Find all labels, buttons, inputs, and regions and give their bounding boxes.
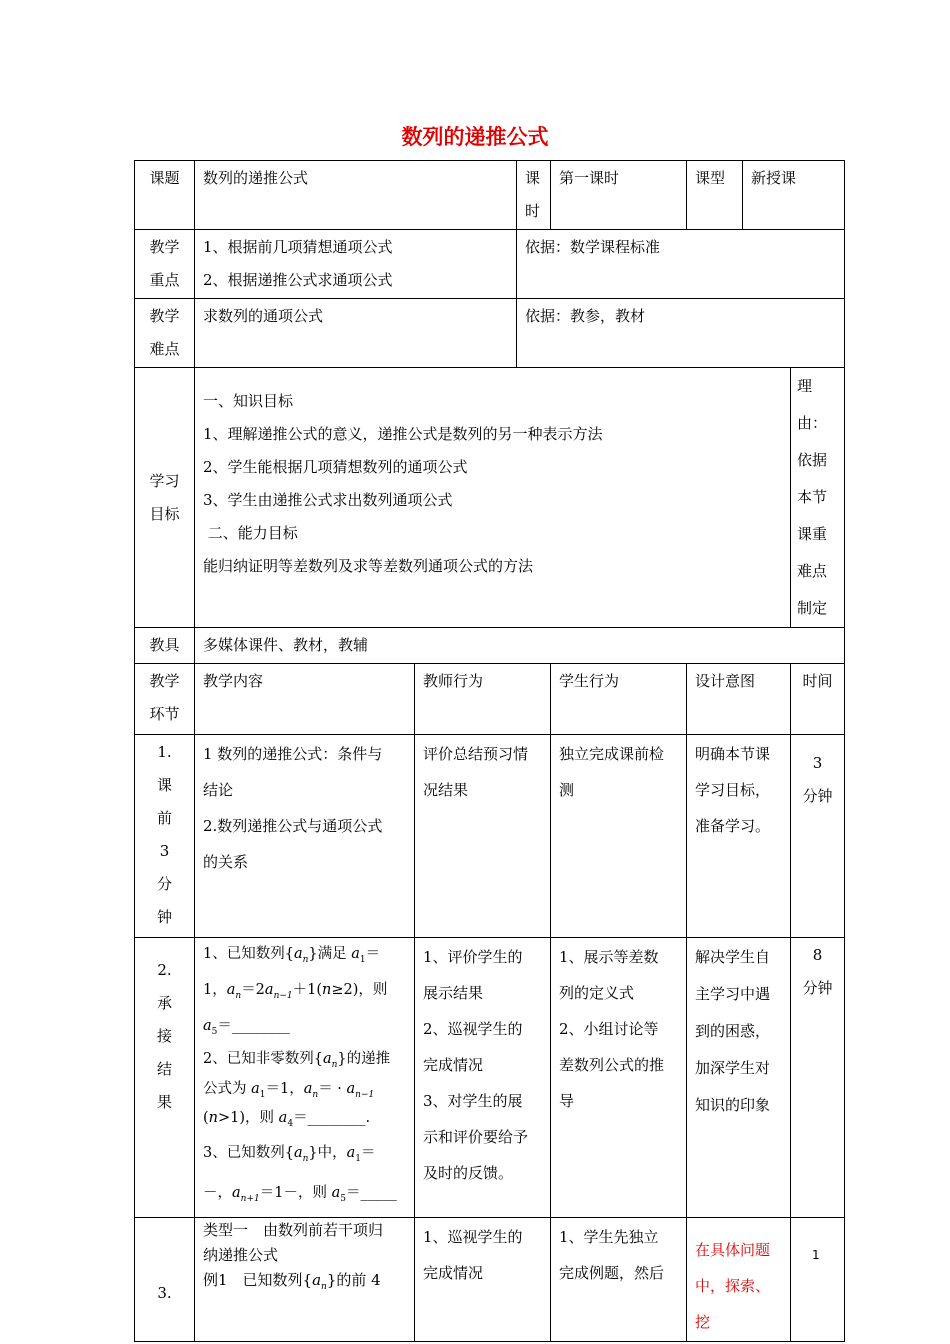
key-point-item: 2、根据递推公式求通项公式	[203, 271, 393, 289]
stage2-design-line: 解决学生自	[695, 948, 771, 966]
stage2-student	[551, 938, 687, 1218]
question-3: 3、已知数列$\{a_n\}$中，$a_1=$	[203, 1145, 376, 1165]
stage1-content	[195, 735, 415, 938]
stage3-teacher-line: 1、巡视学生的	[423, 1228, 523, 1247]
type-value: 新授课	[743, 161, 845, 230]
label-objectives-1: 学习	[149, 471, 180, 490]
stage1-student-line: 测	[559, 781, 575, 799]
stage2-design-line: 加深学生对	[695, 1059, 771, 1077]
label-difficult-points	[135, 299, 195, 368]
stage2-design	[687, 938, 791, 1218]
stage2-char: 接	[156, 1027, 172, 1045]
tools-content: 多媒体课件、教材，教辅	[195, 628, 845, 664]
label-period: 课时	[517, 161, 551, 230]
label-key-points	[135, 230, 195, 299]
stage1-char: 前	[156, 809, 172, 827]
stage2-teacher	[415, 938, 551, 1218]
reason-line: 课重难点	[797, 525, 828, 580]
header-content: 教学内容	[195, 664, 415, 735]
stage3-student-line: 完成例题，然后	[559, 1264, 665, 1283]
stage1-content-line: 1 数列的递推公式：条件与	[203, 745, 383, 763]
stage2-student-line: 差数列公式的推	[559, 1056, 665, 1074]
stage2-design-line: 知识的印象	[695, 1096, 771, 1114]
header-design: 设计意图	[687, 664, 791, 735]
objective-line: 1、理解递推公式的意义，递推公式是数列的另一种表示方法	[203, 425, 603, 443]
stage2-teacher-line: 2、巡视学生的	[423, 1020, 523, 1038]
stage3-student	[551, 1218, 687, 1342]
page-number: 1	[812, 1248, 820, 1262]
stage3-example: 例1 已知数列$\{a_n\}$的前 4	[203, 1271, 381, 1293]
stage3-teacher	[415, 1218, 551, 1342]
document-title: 数列的递推公式	[401, 125, 549, 149]
label-topic: 课题	[135, 161, 195, 230]
stage1-design-line: 学习目标，	[695, 781, 771, 799]
stage3-content-line: 类型一 由数列前若干项归	[203, 1221, 384, 1240]
stage2-student-line: 列的定义式	[559, 984, 635, 1002]
objective-line: 一、知识目标	[203, 392, 294, 410]
stage1-char: 课	[156, 776, 172, 794]
stage1-student-line: 独立完成课前检	[559, 745, 665, 763]
stage1-label	[135, 735, 195, 938]
label-key-points-2: 重点	[149, 271, 180, 289]
stage3-content	[195, 1218, 415, 1342]
stage2-design-line: 主学习中遇	[695, 985, 771, 1003]
objective-line: 能归纳证明等差数列及求等差数列通项公式的方法	[203, 557, 534, 575]
stage2-time-line: 分钟	[802, 979, 833, 997]
stage2-teacher-line: 完成情况	[423, 1056, 484, 1074]
stage1-time-line: 分钟	[802, 787, 833, 805]
stage2-char: 果	[156, 1093, 172, 1111]
stage1-design	[687, 735, 791, 938]
header-teacher: 教师行为	[415, 664, 551, 735]
reason-line: 依据本节	[797, 451, 828, 506]
stage1-time	[791, 735, 845, 938]
label-difficult-1: 教学	[149, 307, 180, 325]
stage1-time-line: 3	[812, 754, 823, 772]
stage1-char: 3	[159, 842, 170, 860]
stage2-teacher-line: 展示结果	[423, 984, 484, 1002]
stage3-design-line: 在具体问题	[695, 1241, 771, 1260]
stage2-time	[791, 938, 845, 1218]
stage1-teacher-line: 况结果	[423, 781, 469, 799]
stage2-content: 1、已知数列$\{a_n\}$满足 $a_1=$ 1，$a_n=2a_{n-1}+1(n\ge 2)$，则 $a_5=\_\_\_\_\_\_\_\_$ 2、已知非零数列$\{a_n\}$的递推 公式为 $a_1=1$，$a_n= \cdot a_{n-1}$ (n>1)，则 $a_4=\_\_\_\_\_\_\_\_$. 3、已知数列$\{a_n\}$中，$a_1=$ －，$a_{n+1}=1-$，则 $a_5=\_\_\_\_\_$	[195, 938, 415, 1218]
label-key-points-1: 教学	[149, 238, 180, 256]
lesson-plan-table	[134, 160, 845, 1342]
stage1-content-line: 2.数列递推公式与通项公式	[203, 817, 383, 835]
label-difficult-2: 难点	[149, 340, 180, 358]
topic-value: 数列的递推公式	[195, 161, 517, 230]
stage3-student-line: 1、学生先独立	[559, 1228, 659, 1247]
question-2: 2、已知非零数列$\{a_n\}$的递推	[203, 1050, 391, 1070]
difficult-points-content: 求数列的通项公式	[195, 299, 517, 368]
stage1-teacher-line: 评价总结预习情	[423, 745, 529, 763]
stage2-teacher-line: 示和评价要给予	[423, 1128, 529, 1146]
label-objectives-2: 目标	[149, 504, 180, 523]
stage2-student-line: 2、小组讨论等	[559, 1020, 659, 1038]
period-value: 第一课时	[551, 161, 687, 230]
key-points-content	[195, 230, 517, 299]
stage1-char: 钟	[156, 908, 172, 926]
stage1-student	[551, 735, 687, 938]
stage2-student-line: 1、展示等差数	[559, 948, 659, 966]
stage3-design-line: 中，探索、挖	[695, 1277, 771, 1332]
stage2-char: 承	[156, 994, 172, 1012]
label-tools: 教具	[135, 628, 195, 664]
stage2-char: 结	[156, 1060, 172, 1078]
stage3-time	[791, 1218, 845, 1342]
stage1-char: 分	[156, 875, 172, 893]
stage3-design	[687, 1218, 791, 1342]
header-stage-1: 教学	[149, 672, 180, 690]
header-student: 学生行为	[551, 664, 687, 735]
header-stage	[135, 664, 195, 735]
stage1-teacher	[415, 735, 551, 938]
question-1: 1、已知数列$\{a_n\}$满足 $a_1=$	[203, 946, 381, 965]
header-time: 时间	[791, 664, 845, 735]
stage2-char: 2.	[157, 961, 172, 979]
stage3-label: 3.	[135, 1218, 195, 1342]
objective-line: 3、学生由递推公式求出数列通项公式	[203, 491, 453, 509]
reason-line: 制定	[797, 599, 828, 617]
key-point-item: 1、根据前几项猜想通项公式	[203, 238, 393, 256]
header-stage-2: 环节	[149, 705, 180, 723]
label-objectives	[135, 368, 195, 628]
reason-line: 理由：	[797, 377, 828, 432]
key-points-basis: 依据：数学课程标准	[517, 230, 845, 299]
stage2-teacher-line: 3、对学生的展	[423, 1092, 523, 1110]
objective-line: 二、能力目标	[203, 524, 298, 542]
stage1-content-line: 结论	[203, 781, 234, 799]
stage3-teacher-line: 完成情况	[423, 1264, 484, 1283]
objectives-reason	[791, 368, 845, 628]
label-type: 课型	[687, 161, 743, 230]
objectives-content	[195, 368, 791, 628]
stage2-label	[135, 938, 195, 1218]
stage2-student-line: 导	[559, 1092, 575, 1110]
stage2-time-line: 8	[812, 946, 823, 964]
stage1-design-line: 明确本节课	[695, 745, 771, 763]
stage1-char: 1.	[157, 743, 172, 761]
stage3-content-line: 纳递推公式	[203, 1246, 279, 1265]
stage2-design-line: 到的困惑，	[695, 1022, 771, 1040]
difficult-points-basis: 依据：教参，教材	[517, 299, 845, 368]
stage2-teacher-line: 1、评价学生的	[423, 948, 523, 966]
stage1-design-line: 准备学习。	[695, 817, 771, 835]
stage2-teacher-line: 及时的反馈。	[423, 1164, 514, 1182]
stage1-content-line: 的关系	[203, 853, 249, 871]
objective-line: 2、学生能根据几项猜想数列的通项公式	[203, 458, 468, 476]
